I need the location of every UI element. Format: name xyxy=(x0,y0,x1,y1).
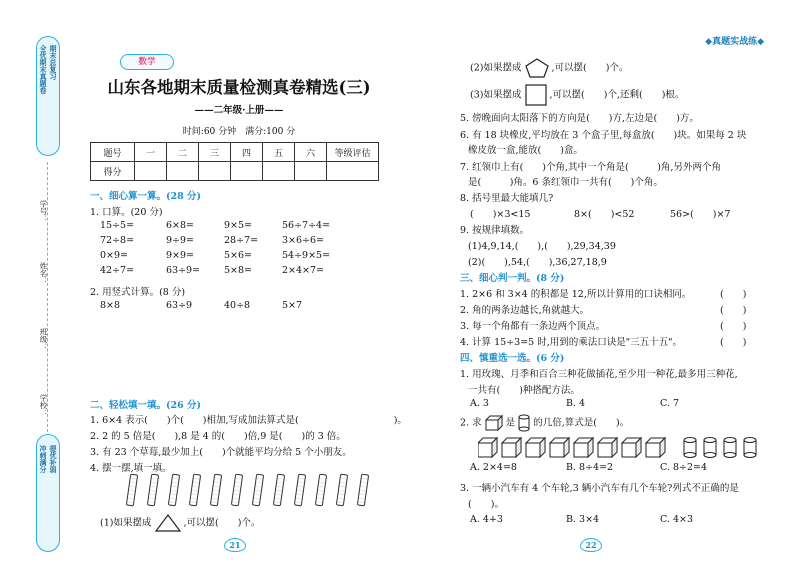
section-3-heading: 三、细心判一判。(8 分) xyxy=(460,273,565,284)
section-4-heading: 四、慎重选一选。(6 分) xyxy=(460,353,565,364)
choice-option[interactable]: B. 4 xyxy=(566,398,586,409)
cube-icon xyxy=(485,415,503,431)
oral-item: 5×6= xyxy=(224,250,253,261)
score-input-cell[interactable] xyxy=(199,162,231,181)
field-school: 学校： xyxy=(39,394,48,417)
score-header-cell: 题号 xyxy=(91,143,135,162)
choice-q3-line1: 3. 一辆小汽车有 4 个车轮,3 辆小汽车有几个车轮?列式不正确的是 xyxy=(460,483,739,494)
binding-strip xyxy=(28,32,68,554)
judge-q3-answer[interactable]: ( ) xyxy=(720,321,747,332)
q1-title: 1. 口算。(20 分) xyxy=(90,207,163,218)
fill-q4-1-suffix: ,可以摆( )个。 xyxy=(183,517,261,529)
oral-item: 6×8= xyxy=(166,220,195,231)
score-input-cell[interactable] xyxy=(167,162,199,181)
score-header-cell: 六 xyxy=(295,143,327,162)
oral-item: 72÷8= xyxy=(100,235,135,246)
field-class: 班级： xyxy=(39,328,48,351)
stick xyxy=(336,474,348,507)
oral-item: 2×4×7= xyxy=(282,265,325,276)
judge-q3: 3. 每一个角都有一条边两个顶点。 xyxy=(460,321,606,332)
fill-q9: 9. 按规律填数。 xyxy=(460,225,530,236)
strip-top-label-1: 期末总复习 xyxy=(49,45,58,80)
choice-option[interactable]: A. 3 xyxy=(470,398,489,409)
stick xyxy=(252,474,264,507)
oral-item: 3×6÷6= xyxy=(282,235,325,246)
choice-option[interactable]: C. 7 xyxy=(660,398,680,409)
vertical-item: 5×7 xyxy=(282,300,303,311)
judge-q2-answer[interactable]: ( ) xyxy=(720,305,747,316)
stick xyxy=(357,474,369,507)
fill-q6-line1: 6. 有 18 块橡皮,平均放在 3 个盒子里,每盒放( )块。如果每 2 块 xyxy=(460,130,747,141)
fill-q4-3-prefix: (3)如果摆成 xyxy=(470,89,522,101)
vertical-item: 8×8 xyxy=(100,300,121,311)
fill-q9-2: (2)( ),54,( ),36,27,18,9 xyxy=(468,257,607,268)
score-input-cell[interactable] xyxy=(231,162,263,181)
stick xyxy=(273,474,285,507)
score-header-cell: 三 xyxy=(199,143,231,162)
shapes-illustration xyxy=(478,436,758,458)
oral-calc-grid xyxy=(100,220,380,280)
fill-q4-1-prefix: (1)如果摆成 xyxy=(100,517,152,529)
score-input-cell[interactable] xyxy=(295,162,327,181)
stick xyxy=(315,474,327,507)
choice-q2-suffix: 的几倍,算式是( )。 xyxy=(533,417,630,429)
fill-q8-item: 56>( )×7 xyxy=(670,209,731,220)
fill-q8-item: 8×( )<52 xyxy=(574,209,635,220)
strip-top-label-2: 全优期末真题卷 xyxy=(39,45,48,94)
fill-q4-2-suffix: ,可以摆( )个。 xyxy=(551,62,629,74)
oral-item: 5×8= xyxy=(224,265,253,276)
shapes-row xyxy=(478,436,758,458)
stick xyxy=(294,474,306,507)
fill-q8: 8. 括号里最大能填几? xyxy=(460,193,554,204)
choice-q2-prefix: 2. 求 xyxy=(460,417,482,429)
fill-q4-1 xyxy=(100,514,260,532)
sticks-illustration xyxy=(128,474,376,506)
section-2-heading: 二、轻松填一填。(26 分) xyxy=(90,400,202,411)
fill-q8-item: ( )×3<15 xyxy=(470,209,531,220)
strip-top-capsule xyxy=(36,36,60,156)
oral-item: 42÷7= xyxy=(100,265,135,276)
fill-q5: 5. 傍晚面向太阳落下的方向是( )方,左边是( )方。 xyxy=(460,113,699,124)
vertical-item: 63÷9 xyxy=(166,300,193,311)
fill-q4: 4. 摆一摆,填一填。 xyxy=(90,463,172,474)
score-header-cell: 五 xyxy=(263,143,295,162)
oral-item: 9×5= xyxy=(224,220,253,231)
choice-option[interactable]: A. 2×4=8 xyxy=(470,462,517,473)
fill-q4-2 xyxy=(470,58,628,78)
choice-option[interactable]: C. 4×3 xyxy=(660,514,694,525)
brand-label: ◆真题实战练◆ xyxy=(705,37,764,47)
score-input-cell[interactable] xyxy=(135,162,167,181)
fill-q4-2-prefix: (2)如果摆成 xyxy=(470,62,522,74)
vertical-item: 40÷8 xyxy=(224,300,251,311)
stick xyxy=(189,474,201,507)
stick xyxy=(126,474,138,507)
oral-item: 63÷9= xyxy=(166,265,201,276)
stick xyxy=(147,474,159,507)
stick xyxy=(210,474,222,507)
choice-q3-options xyxy=(470,514,770,528)
time-info: 时间:60 分钟 满分:100 分 xyxy=(182,127,296,137)
score-header-cell: 等级评估 xyxy=(327,143,379,162)
field-student-no: 学号： xyxy=(39,200,48,223)
oral-item: 0×9= xyxy=(100,250,129,261)
stick xyxy=(231,474,243,507)
fill-q4-3-suffix: ,可以摆( )个,还剩( )根。 xyxy=(549,89,685,101)
choice-option[interactable]: B. 3×4 xyxy=(566,514,600,525)
fill-q4-3 xyxy=(470,84,684,106)
oral-item: 54÷9×5= xyxy=(282,250,331,261)
choice-q1-line2: 一共有( )种搭配方法。 xyxy=(468,385,580,396)
judge-q4-answer[interactable]: ( ) xyxy=(720,337,747,348)
oral-item: 56÷7÷4= xyxy=(282,220,331,231)
page-number-right: 22 xyxy=(580,538,602,552)
square-icon xyxy=(525,84,547,106)
judge-q4: 4. 计算 15÷3=5 时,用到的乘法口诀是"三五十五"。 xyxy=(460,337,682,348)
strip-bottom-capsule xyxy=(36,434,60,552)
judge-q2: 2. 角的两条边越长,角就越大。 xyxy=(460,305,590,316)
score-header-cell: 一 xyxy=(135,143,167,162)
subject-badge: 数学 xyxy=(120,54,174,70)
fill-q8-items xyxy=(470,206,770,220)
choice-option[interactable]: C. 8÷2=4 xyxy=(660,462,708,473)
field-name: 姓名： xyxy=(39,262,48,285)
vertical-calc-row xyxy=(100,300,380,314)
triangle-icon xyxy=(155,514,181,532)
pentagon-icon xyxy=(525,58,549,78)
page-subtitle: ——二年级·上册—— xyxy=(194,105,284,116)
choice-q2-mid: 是 xyxy=(505,417,516,429)
fill-q7-line1: 7. 红领巾上有( )个角,其中一个角是( )角,另外两个角 xyxy=(460,162,721,173)
stick xyxy=(168,474,180,507)
choice-q3-line2: ( )。 xyxy=(468,499,504,510)
choice-q2-options xyxy=(470,462,770,476)
fill-q3: 3. 有 23 个草莓,最少加上( )个就能平均分给 5 个小朋友。 xyxy=(90,447,352,458)
fill-q7-line2: 是( )角。6 条红领巾一共有( )个角。 xyxy=(468,177,663,188)
score-input-cell[interactable] xyxy=(327,162,379,181)
score-header-cell: 四 xyxy=(231,143,263,162)
page-title: 山东各地期末质量检测真卷精选(三) xyxy=(107,78,371,97)
oral-item: 15÷5= xyxy=(100,220,135,231)
score-row-label: 得分 xyxy=(91,162,135,181)
score-table xyxy=(90,142,379,181)
fill-q1: 1. 6×4 表示( )个( )相加,写成加法算式是( )。 xyxy=(90,415,407,426)
score-input-cell[interactable] xyxy=(263,162,295,181)
score-header-cell: 二 xyxy=(167,143,199,162)
judge-q1: 1. 2×6 和 3×4 的积都是 12,所以计算用的口诀相同。 xyxy=(460,289,692,300)
choice-q1-line1: 1. 用玫瑰、月季和百合三种花做插花,至少用一种花,最多用三种花, xyxy=(460,369,738,380)
strip-bottom-label-2: 冲刺满分 xyxy=(39,445,48,473)
choice-option[interactable]: B. 8÷4=2 xyxy=(566,462,614,473)
cylinder-icon xyxy=(518,414,530,432)
fill-q2: 2. 2 的 5 倍是( ),8 是 4 的( )倍,9 是( )的 3 倍。 xyxy=(90,431,346,442)
oral-item: 9×9= xyxy=(166,250,195,261)
choice-option[interactable]: A. 4+3 xyxy=(470,514,503,525)
page-number-left: 21 xyxy=(224,538,246,552)
oral-item: 9÷9= xyxy=(166,235,195,246)
judge-q1-answer[interactable]: ( ) xyxy=(720,289,747,300)
section-1-heading: 一、细心算一算。(28 分) xyxy=(90,191,202,202)
choice-q2 xyxy=(460,414,629,432)
choice-q1-options xyxy=(470,398,770,412)
strip-bottom-label-1: 提优补弱 xyxy=(49,445,58,473)
q2-title: 2. 用竖式计算。(8 分) xyxy=(90,287,186,298)
fill-q9-1: (1)4,9,14,( ),( ),29,34,39 xyxy=(468,241,616,252)
fill-q6-line2: 橡皮放一盒,能放( )盒。 xyxy=(468,145,583,156)
oral-item: 28÷7= xyxy=(224,235,259,246)
